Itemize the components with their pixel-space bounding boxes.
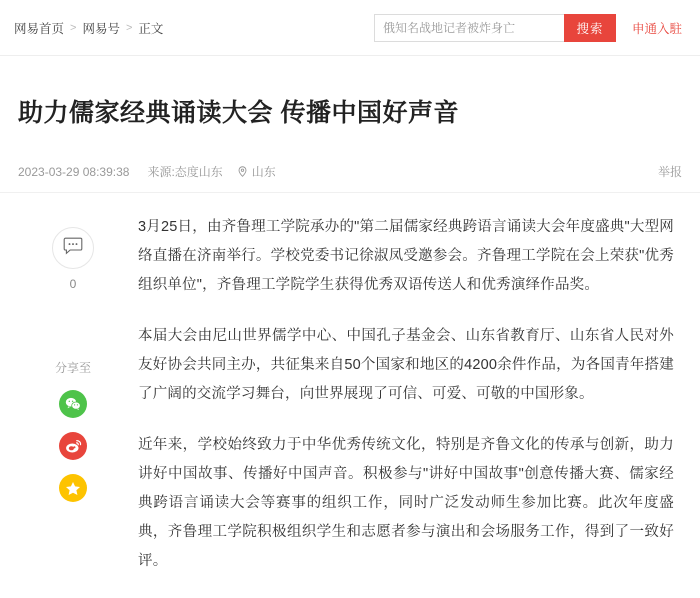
search-box (374, 14, 616, 42)
article-meta (0, 147, 700, 193)
report-button[interactable]: 举报 (657, 165, 682, 180)
comment-button[interactable] (52, 227, 94, 269)
article-paragraph: 近年来，学校始终致力于中华优秀传统文化，特别是齐鲁文化的传承与创新，助力讲好中国故事、传播好中国声音。积极参与"讲好中国故事"创意传播大赛、儒家经典跨语言诵读大会等赛事的组织工作，同时广泛发动师生参加比赛。此次年度盛典，齐鲁理工学院积极组织学生和志愿者参与演出和会场服务工作，得到了一致好评。 (138, 437, 674, 570)
breadcrumb-item-current: 正文 (138, 21, 164, 36)
comment-bubble-icon (63, 237, 83, 260)
source-label (147, 163, 222, 180)
source-name[interactable]: 态度山东 (174, 165, 223, 180)
article-paragraph: 3月25日，由齐鲁理工学院承办的"第二届儒家经典跨语言诵读大会年度盛典"大型网络直播在济南举行。学校党委书记徐淑凤受邀参会。齐鲁理工学院在会上荣获"优秀组织单位"，齐鲁理工学院学生获得优秀双语传送人和优秀演绎作品奖。 (138, 219, 674, 294)
page-title: 助力儒家经典诵读大会 传播中国好声音 (18, 98, 459, 127)
breadcrumb-item-account[interactable]: 网易号 (82, 21, 120, 36)
share-wechat-icon[interactable] (59, 390, 87, 418)
article-body-area (0, 193, 700, 598)
search-button[interactable]: 搜索 (564, 14, 616, 42)
search-area (374, 14, 686, 42)
search-input[interactable] (374, 14, 564, 42)
article-paragraph: 本届大会由尼山世界儒学中心、中国孔子基金会、山东省教育厅、山东省人民对外友好协会共同主办，共征集来自50个国家和地区的4200余件作品，为各国青年搭建了广阔的交流学习舞台，向世界展现了可信、可爱、可敬的中国形象。 (138, 328, 674, 403)
breadcrumb-separator-2: > (125, 21, 133, 34)
breadcrumb (14, 19, 163, 37)
left-action-rail (18, 213, 128, 598)
location-info (237, 163, 276, 180)
share-icon-list (59, 390, 87, 516)
top-navigation-bar (0, 0, 700, 56)
source-label-text: 来源: (147, 165, 175, 180)
register-link[interactable]: 申通入駐 (631, 21, 682, 36)
share-label: 分享至 (54, 361, 91, 376)
share-qzone-icon[interactable] (59, 474, 87, 502)
article-text (128, 213, 682, 598)
publish-time: 2023-03-29 08:39:38 (18, 164, 130, 179)
share-weibo-icon[interactable] (59, 432, 87, 460)
comment-count: 0 (69, 277, 77, 292)
breadcrumb-separator-1: > (70, 21, 77, 34)
location-text: 山东 (251, 165, 276, 180)
map-pin-icon (237, 166, 248, 177)
breadcrumb-item-home[interactable]: 网易首页 (14, 21, 65, 36)
